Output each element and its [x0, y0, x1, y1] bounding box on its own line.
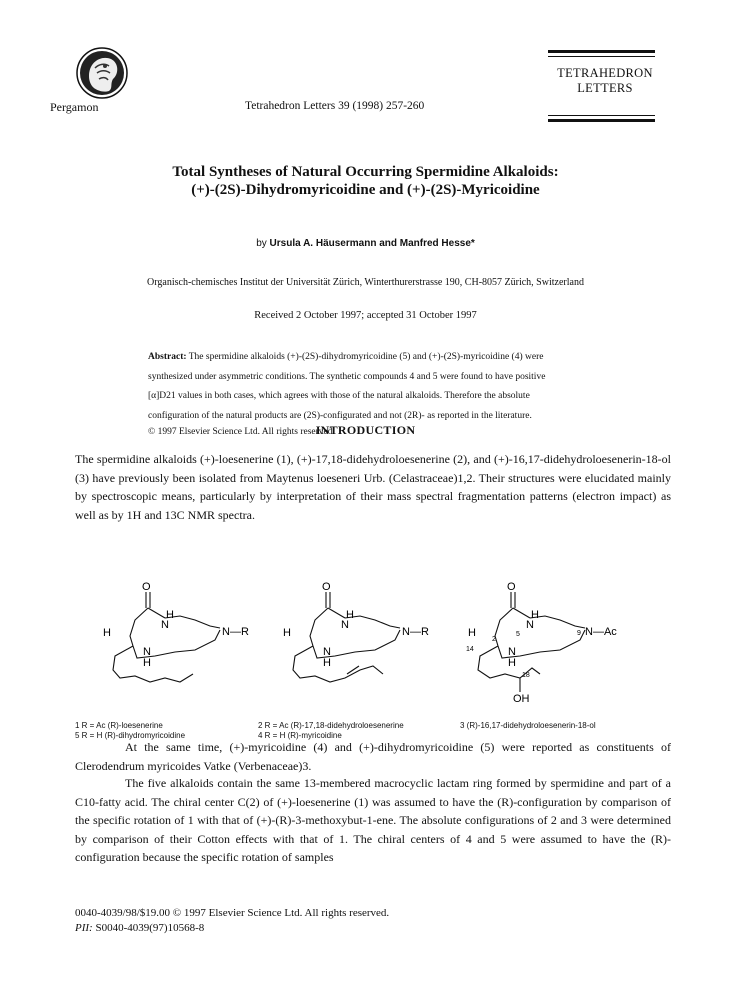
abstract-line2: synthesized under asymmetric conditions. The synthetic compounds 4 and 5 were found to have positive — [148, 371, 546, 382]
caption-3 — [460, 721, 596, 731]
header-rule-top — [548, 50, 655, 53]
struct3-H: H — [468, 627, 476, 639]
struct2-O: O — [322, 581, 331, 593]
struct3-num9: 9 — [577, 630, 581, 637]
struct1-NH-N: N — [161, 619, 169, 631]
structure-1 — [113, 592, 220, 682]
paragraph-3: The five alkaloids contain the same 13-membered macrocyclic lactam ring formed by spermidine and part of a C10-fatty acid. The chiral center C(2) of (+)-loesenerine (1) was assumed to have the (R)-configuration by comparison of the specific rotation of 1 with that of (+)-(R)-3-methoxybut-1-ene. The absolute configurations of 2 and 3 were determined by comparison of their Cotton effects with that of 1. The chiral centers of 4 and 5 were assumed to have the (R)-configuration because the specific rotation of samples — [75, 776, 671, 864]
struct2-NH-H: H — [346, 609, 354, 621]
structure-figure — [75, 578, 675, 728]
caption-1a: 1 R = Ac (R)-loesenerine — [75, 721, 163, 730]
journal-name-line1: TETRAHEDRON — [557, 66, 653, 80]
struct2-H: H — [283, 627, 291, 639]
section-heading: INTRODUCTION — [315, 423, 416, 437]
struct3-O: O — [507, 581, 516, 593]
journal-name — [555, 66, 655, 96]
abstract-line1 — [148, 348, 586, 368]
abstract-line4: configuration of the natural products are (2S)-configurated and not (2R)- as reported in the literature. — [148, 410, 532, 421]
caption-3a: 3 (R)-16,17-didehydroloesenerin-18-ol — [460, 721, 596, 730]
header-rule-bottom — [548, 119, 655, 122]
struct2-NR: N—R — [402, 626, 429, 638]
struct3-NH: H — [508, 657, 516, 669]
paper-title — [60, 163, 671, 199]
struct3-N: N — [508, 646, 516, 658]
abstract-text-1: The spermidine alkaloids (+)-(2S)-dihydromyricoidine (5) and (+)-(2S)-myricoidine (4) were — [188, 352, 544, 362]
affiliation: Organisch-chemisches Institut der Universität Zürich, Winterthurerstrasse 190, CH-8057 Zürich, Switzerland — [147, 277, 584, 288]
struct1-NH-H: H — [166, 609, 174, 621]
abstract-line3: [α]D21 values in both cases, which agrees with those of the natural alkaloids. Therefore the absolute — [148, 391, 530, 401]
struct1-O: O — [142, 581, 151, 593]
struct3-NH-H: H — [531, 609, 539, 621]
title-line2: (+)-(2S)-Dihydromyricoidine and (+)-(2S)-Myricoidine — [191, 182, 540, 198]
paragraph-1: The spermidine alkaloids (+)-loesenerine (1), (+)-17,18-didehydroloesenerine (2), and (+)-16,17-didehydroloesenerin-18-ol (3) have previously been isolated from Maytenus loeseneri Urb. (Celastraceae)1,2. Their structures were elucidated mainly by spectroscopic means, particularly by interpretation of their mass spectral fragmentation patterns (electron impact) as well as by 1H and 13C NMR spectra. — [75, 452, 671, 522]
received-dates: Received 2 October 1997; accepted 31 October 1997 — [254, 310, 477, 321]
footer-pii-label: PII: — [75, 922, 93, 934]
title-line1: Total Syntheses of Natural Occurring Spermidine Alkaloids: — [172, 164, 559, 180]
authors — [60, 238, 671, 249]
struct2-NH-N: N — [341, 619, 349, 631]
footer-copyright: 0040-4039/98/$19.00 © 1997 Elsevier Science Ltd. All rights reserved. — [75, 907, 390, 919]
footer — [75, 906, 389, 936]
structure-2 — [293, 592, 400, 682]
struct3-num18: 18 — [522, 672, 530, 679]
struct3-num2: 2 — [492, 636, 496, 643]
caption-2b: 4 R = H (R)-myricoidine — [258, 731, 342, 740]
struct3-num14: 14 — [466, 646, 474, 653]
header-rule-bottom-thin — [548, 115, 655, 116]
journal-reference: Tetrahedron Letters 39 (1998) 257-260 — [245, 100, 425, 112]
struct3-NH-N: N — [526, 619, 534, 631]
struct1-NH: H — [143, 657, 151, 669]
abstract-label: Abstract: — [148, 352, 187, 362]
journal-name-line2: LETTERS — [577, 81, 633, 95]
struct2-N: N — [323, 646, 331, 658]
footer-pii — [75, 921, 389, 936]
struct3-OH: OH — [513, 693, 530, 705]
publisher-logo — [75, 46, 130, 101]
authors-prefix: by — [256, 238, 267, 249]
author-names: Ursula A. Häusermann and Manfred Hesse* — [269, 238, 475, 249]
abstract-line5: © 1997 Elsevier Science Ltd. All rights reserved. — [148, 427, 335, 437]
paragraph-2: At the same time, (+)-myricoidine (4) and (+)-dihydromyricoidine (5) were reported as constituents of Clerodendrum myricoides Vatke (Verbenaceae)3. — [75, 740, 671, 773]
header-rule-top-thin — [548, 56, 655, 57]
struct1-H: H — [103, 627, 111, 639]
struct2-NH: H — [323, 657, 331, 669]
publisher-name: Pergamon — [50, 100, 99, 114]
struct1-NR: N—R — [222, 626, 249, 638]
caption-1b: 5 R = H (R)-dihydromyricoidine — [75, 731, 186, 740]
caption-2a: 2 R = Ac (R)-17,18-didehydroloesenerine — [258, 721, 404, 730]
struct3-num5: 5 — [516, 631, 520, 638]
struct1-N: N — [143, 646, 151, 658]
footer-pii-value: S0040-4039(97)10568-8 — [95, 922, 205, 934]
struct3-NAc: N—Ac — [585, 626, 617, 638]
